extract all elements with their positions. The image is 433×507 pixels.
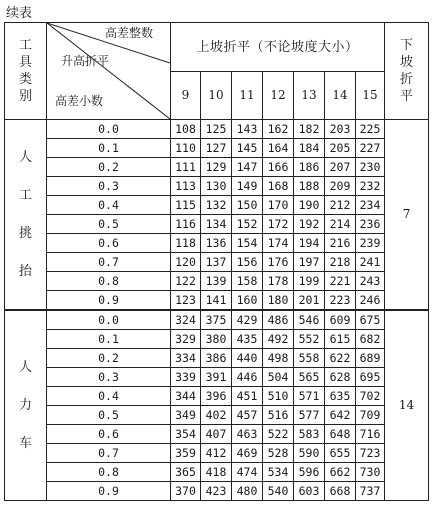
value-cell: 108 xyxy=(171,120,201,139)
integer-column-header: 10 xyxy=(201,72,232,120)
decimal-cell: 0.6 xyxy=(47,234,171,253)
value-cell: 577 xyxy=(294,406,325,425)
value-cell: 241 xyxy=(356,253,385,272)
value-cell: 186 xyxy=(294,158,325,177)
value-cell: 129 xyxy=(201,158,232,177)
value-cell: 609 xyxy=(325,310,356,330)
value-cell: 635 xyxy=(325,387,356,406)
value-cell: 435 xyxy=(232,330,263,349)
value-cell: 504 xyxy=(263,368,294,387)
downhill-title: 下坡折平 xyxy=(400,38,414,104)
value-cell: 486 xyxy=(263,310,294,330)
value-cell: 232 xyxy=(356,177,385,196)
value-cell: 190 xyxy=(294,196,325,215)
value-cell: 709 xyxy=(356,406,385,425)
slope-conversion-table xyxy=(4,22,429,501)
value-cell: 344 xyxy=(171,387,201,406)
table-body xyxy=(5,120,429,501)
value-cell: 194 xyxy=(294,234,325,253)
downhill-header xyxy=(385,23,429,120)
value-cell: 127 xyxy=(201,139,232,158)
value-cell: 132 xyxy=(201,196,232,215)
value-cell: 480 xyxy=(232,482,263,501)
value-cell: 730 xyxy=(356,463,385,482)
decimal-cell: 0.7 xyxy=(47,444,171,463)
diagonal-bottom-label: 高差小数 xyxy=(55,94,104,108)
value-cell: 370 xyxy=(171,482,201,501)
value-cell: 110 xyxy=(171,139,201,158)
value-cell: 111 xyxy=(171,158,201,177)
decimal-cell: 0.3 xyxy=(47,368,171,387)
value-cell: 675 xyxy=(356,310,385,330)
table-row xyxy=(5,234,429,253)
value-cell: 115 xyxy=(171,196,201,215)
decimal-cell: 0.8 xyxy=(47,272,171,291)
value-cell: 622 xyxy=(325,349,356,368)
value-cell: 201 xyxy=(294,291,325,311)
value-cell: 134 xyxy=(201,215,232,234)
table-row xyxy=(5,272,429,291)
value-cell: 207 xyxy=(325,158,356,177)
value-cell: 596 xyxy=(294,463,325,482)
value-cell: 695 xyxy=(356,368,385,387)
diagonal-header xyxy=(47,23,171,120)
value-cell: 655 xyxy=(325,444,356,463)
value-cell: 225 xyxy=(356,120,385,139)
value-cell: 546 xyxy=(294,310,325,330)
integer-column-header: 11 xyxy=(232,72,263,120)
tool-category-char: 抬 xyxy=(18,263,32,279)
value-cell: 402 xyxy=(201,406,232,425)
decimal-cell: 0.8 xyxy=(47,463,171,482)
value-cell: 218 xyxy=(325,253,356,272)
value-cell: 628 xyxy=(325,368,356,387)
value-cell: 123 xyxy=(171,291,201,311)
table-row xyxy=(5,387,429,406)
value-cell: 375 xyxy=(201,310,232,330)
value-cell: 227 xyxy=(356,139,385,158)
value-cell: 603 xyxy=(294,482,325,501)
value-cell: 116 xyxy=(171,215,201,234)
value-cell: 236 xyxy=(356,215,385,234)
value-cell: 590 xyxy=(294,444,325,463)
value-cell: 380 xyxy=(201,330,232,349)
decimal-cell: 0.9 xyxy=(47,482,171,501)
value-cell: 178 xyxy=(263,272,294,291)
value-cell: 122 xyxy=(171,272,201,291)
value-cell: 469 xyxy=(232,444,263,463)
value-cell: 143 xyxy=(232,120,263,139)
value-cell: 359 xyxy=(171,444,201,463)
value-cell: 246 xyxy=(356,291,385,311)
value-cell: 668 xyxy=(325,482,356,501)
value-cell: 386 xyxy=(201,349,232,368)
uphill-header xyxy=(171,23,385,72)
value-cell: 642 xyxy=(325,406,356,425)
decimal-cell: 0.5 xyxy=(47,215,171,234)
value-cell: 571 xyxy=(294,387,325,406)
value-cell: 158 xyxy=(232,272,263,291)
decimal-cell: 0.2 xyxy=(47,349,171,368)
decimal-cell: 0.1 xyxy=(47,139,171,158)
value-cell: 446 xyxy=(232,368,263,387)
value-cell: 230 xyxy=(356,158,385,177)
table-row xyxy=(5,196,429,215)
value-cell: 457 xyxy=(232,406,263,425)
uphill-title: 上坡折平（不论坡度大小） xyxy=(196,39,359,55)
decimal-cell: 0.7 xyxy=(47,253,171,272)
value-cell: 205 xyxy=(325,139,356,158)
value-cell: 324 xyxy=(171,310,201,330)
table-row xyxy=(5,177,429,196)
integer-column-header: 14 xyxy=(325,72,356,120)
value-cell: 440 xyxy=(232,349,263,368)
value-cell: 160 xyxy=(232,291,263,311)
value-cell: 154 xyxy=(232,234,263,253)
value-cell: 540 xyxy=(263,482,294,501)
value-cell: 184 xyxy=(294,139,325,158)
value-cell: 365 xyxy=(171,463,201,482)
value-cell: 423 xyxy=(201,482,232,501)
value-cell: 648 xyxy=(325,425,356,444)
value-cell: 354 xyxy=(171,425,201,444)
integer-column-header: 13 xyxy=(294,72,325,120)
value-cell: 120 xyxy=(171,253,201,272)
table-row xyxy=(5,482,429,501)
tool-category-cell xyxy=(5,120,47,311)
decimal-cell: 0.4 xyxy=(47,196,171,215)
decimal-cell: 0.1 xyxy=(47,330,171,349)
tool-category-cell xyxy=(5,310,47,501)
value-cell: 188 xyxy=(294,177,325,196)
value-cell: 492 xyxy=(263,330,294,349)
decimal-cell: 0.5 xyxy=(47,406,171,425)
value-cell: 682 xyxy=(356,330,385,349)
value-cell: 212 xyxy=(325,196,356,215)
value-cell: 418 xyxy=(201,463,232,482)
value-cell: 174 xyxy=(263,234,294,253)
tool-category-char: 挑 xyxy=(18,225,32,241)
tool-category-char: 力 xyxy=(18,397,32,413)
table-row xyxy=(5,444,429,463)
value-cell: 149 xyxy=(232,177,263,196)
value-cell: 214 xyxy=(325,215,356,234)
value-cell: 234 xyxy=(356,196,385,215)
decimal-cell: 0.3 xyxy=(47,177,171,196)
table-row xyxy=(5,291,429,311)
value-cell: 180 xyxy=(263,291,294,311)
value-cell: 139 xyxy=(201,272,232,291)
value-cell: 702 xyxy=(356,387,385,406)
value-cell: 565 xyxy=(294,368,325,387)
table-row xyxy=(5,349,429,368)
tool-category-char: 工 xyxy=(18,187,32,203)
decimal-cell: 0.0 xyxy=(47,310,171,330)
value-cell: 203 xyxy=(325,120,356,139)
value-cell: 552 xyxy=(294,330,325,349)
downhill-cell: 7 xyxy=(385,120,429,311)
downhill-cell: 14 xyxy=(385,310,429,501)
table-row xyxy=(5,330,429,349)
diagonal-mid-label: 升高折平 xyxy=(61,54,110,68)
tool-category-char: 人 xyxy=(18,149,32,165)
value-cell: 199 xyxy=(294,272,325,291)
value-cell: 192 xyxy=(294,215,325,234)
value-cell: 156 xyxy=(232,253,263,272)
value-cell: 216 xyxy=(325,234,356,253)
decimal-cell: 0.0 xyxy=(47,120,171,139)
value-cell: 429 xyxy=(232,310,263,330)
value-cell: 723 xyxy=(356,444,385,463)
decimal-cell: 0.6 xyxy=(47,425,171,444)
value-cell: 182 xyxy=(294,120,325,139)
value-cell: 197 xyxy=(294,253,325,272)
value-cell: 510 xyxy=(263,387,294,406)
value-cell: 412 xyxy=(201,444,232,463)
value-cell: 113 xyxy=(171,177,201,196)
integer-column-header: 12 xyxy=(263,72,294,120)
value-cell: 243 xyxy=(356,272,385,291)
value-cell: 147 xyxy=(232,158,263,177)
value-cell: 118 xyxy=(171,234,201,253)
value-cell: 396 xyxy=(201,387,232,406)
table-row xyxy=(5,139,429,158)
decimal-cell: 0.9 xyxy=(47,291,171,311)
tool-category-label: 工具类别 xyxy=(18,38,32,104)
value-cell: 662 xyxy=(325,463,356,482)
value-cell: 150 xyxy=(232,196,263,215)
table-row xyxy=(5,253,429,272)
value-cell: 528 xyxy=(263,444,294,463)
value-cell: 221 xyxy=(325,272,356,291)
value-cell: 239 xyxy=(356,234,385,253)
table-row xyxy=(5,215,429,234)
value-cell: 474 xyxy=(232,463,263,482)
value-cell: 162 xyxy=(263,120,294,139)
value-cell: 223 xyxy=(325,291,356,311)
decimal-cell: 0.2 xyxy=(47,158,171,177)
value-cell: 391 xyxy=(201,368,232,387)
value-cell: 689 xyxy=(356,349,385,368)
value-cell: 137 xyxy=(201,253,232,272)
value-cell: 498 xyxy=(263,349,294,368)
value-cell: 349 xyxy=(171,406,201,425)
value-cell: 130 xyxy=(201,177,232,196)
value-cell: 522 xyxy=(263,425,294,444)
value-cell: 166 xyxy=(263,158,294,177)
integer-column-header: 9 xyxy=(171,72,201,120)
value-cell: 516 xyxy=(263,406,294,425)
value-cell: 136 xyxy=(201,234,232,253)
table-row xyxy=(5,463,429,482)
table-row xyxy=(5,310,429,330)
value-cell: 716 xyxy=(356,425,385,444)
value-cell: 534 xyxy=(263,463,294,482)
table-caption: 续表 xyxy=(6,6,33,21)
value-cell: 152 xyxy=(232,215,263,234)
value-cell: 558 xyxy=(294,349,325,368)
table-row xyxy=(5,158,429,177)
tool-category-char: 人 xyxy=(18,359,32,375)
decimal-cell: 0.4 xyxy=(47,387,171,406)
value-cell: 451 xyxy=(232,387,263,406)
tool-category-header xyxy=(5,23,47,120)
value-cell: 172 xyxy=(263,215,294,234)
value-cell: 329 xyxy=(171,330,201,349)
value-cell: 407 xyxy=(201,425,232,444)
table-row xyxy=(5,406,429,425)
value-cell: 176 xyxy=(263,253,294,272)
value-cell: 583 xyxy=(294,425,325,444)
table-row xyxy=(5,368,429,387)
value-cell: 145 xyxy=(232,139,263,158)
value-cell: 164 xyxy=(263,139,294,158)
value-cell: 141 xyxy=(201,291,232,311)
value-cell: 463 xyxy=(232,425,263,444)
table-row xyxy=(5,120,429,139)
value-cell: 125 xyxy=(201,120,232,139)
tool-category-char: 车 xyxy=(18,435,32,451)
value-cell: 209 xyxy=(325,177,356,196)
value-cell: 737 xyxy=(356,482,385,501)
diagonal-top-label: 高差整数 xyxy=(105,26,154,40)
value-cell: 170 xyxy=(263,196,294,215)
value-cell: 168 xyxy=(263,177,294,196)
table-row xyxy=(5,425,429,444)
value-cell: 334 xyxy=(171,349,201,368)
value-cell: 615 xyxy=(325,330,356,349)
value-cell: 339 xyxy=(171,368,201,387)
integer-column-header: 15 xyxy=(356,72,385,120)
